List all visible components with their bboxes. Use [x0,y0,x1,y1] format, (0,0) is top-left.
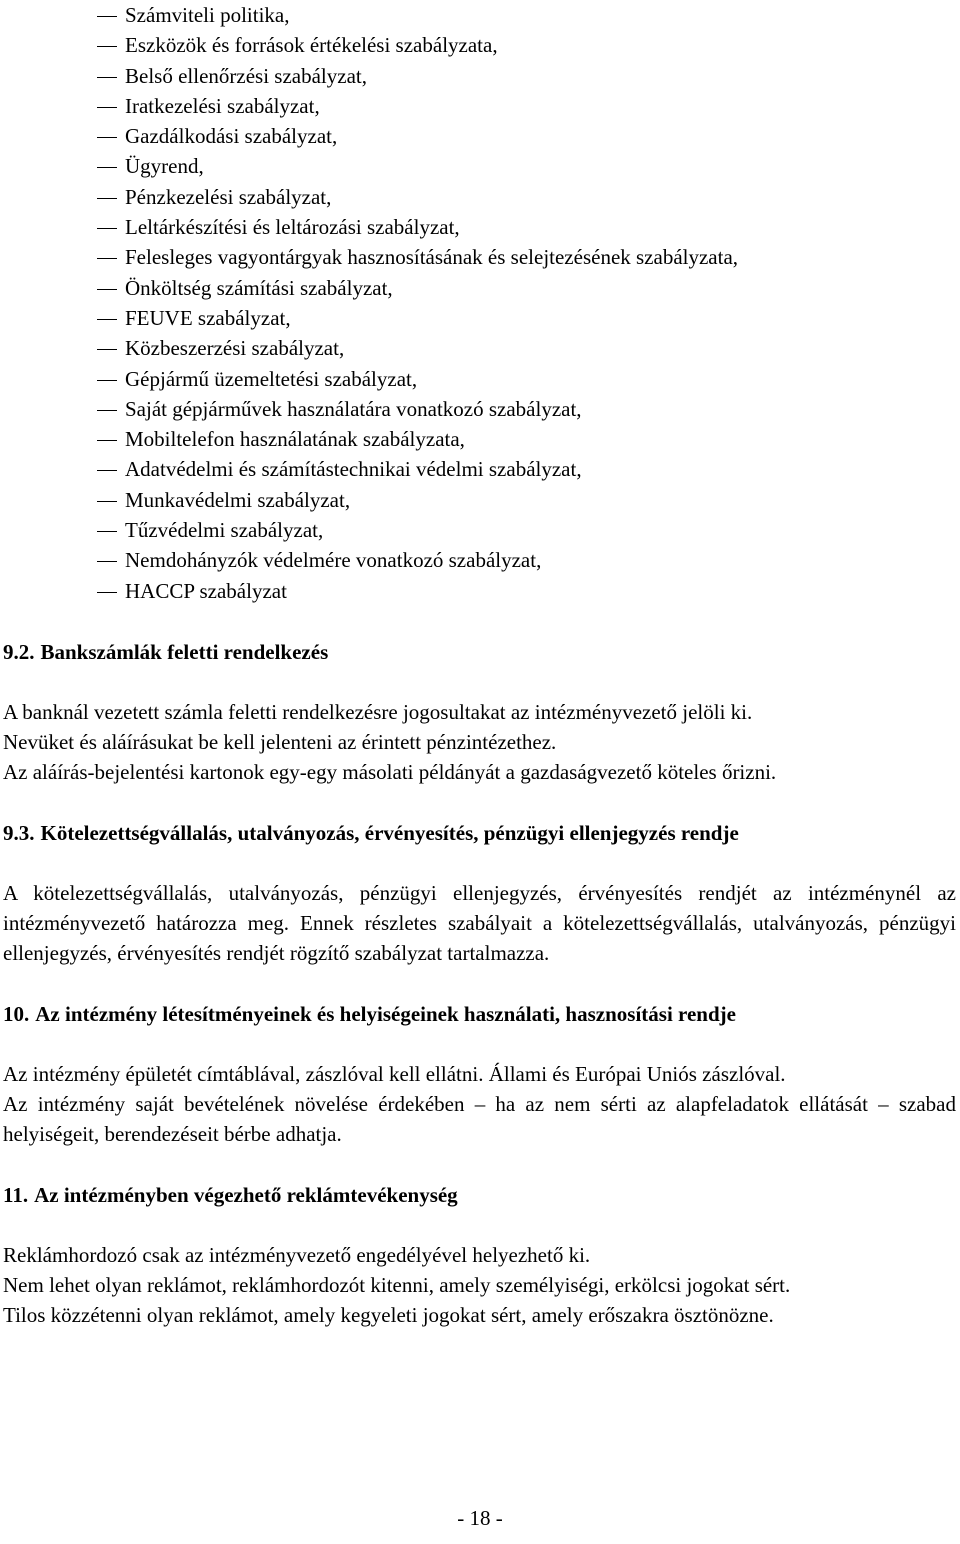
dash-bullet-icon [97,440,117,441]
dash-bullet-icon [97,501,117,502]
list-item: Eszközök és források értékelési szabályzata, [3,30,956,60]
dash-bullet-icon [97,137,117,138]
list-item: Adatvédelmi és számítástechnikai védelmi szabályzat, [3,454,956,484]
dash-bullet-icon [97,380,117,381]
list-item: Gépjármű üzemeltetési szabályzat, [3,364,956,394]
paragraph: A banknál vezetett számla feletti rendelkezésre jogosultakat az intézményvezető jelöli ki. [3,699,753,724]
list-item: FEUVE szabályzat, [3,303,956,333]
paragraph: Az intézmény saját bevételének növelése érdekében – ha az nem sérti az alapfeladatok ellátását – szabad helyiségeit, berendezéseit bérbe adhatja. [3,1091,956,1146]
regulation-list [3,0,956,606]
list-item: HACCP szabályzat [3,576,956,606]
dash-bullet-icon [97,592,117,593]
section-11-body [3,1240,956,1330]
dash-bullet-icon [97,349,117,350]
dash-bullet-icon [97,410,117,411]
dash-bullet-icon [97,167,117,168]
list-item: Leltárkészítési és leltározási szabályzat, [3,212,956,242]
paragraph: A kötelezettségvállalás, utalványozás, pénzügyi ellenjegyzés, érvényesítés rendjét az intézménynél az intézményvezető határozza meg. Ennek részletes szabályait a kötelezettségvállalás, utalványozás, pénzügyi ellenjegyzés, érvényesítés rendjét rögzítő szabályzat tartalmazza. [3,880,956,965]
dash-bullet-icon [97,561,117,562]
paragraph: Nevüket és aláírásukat be kell jelenteni az érintett pénzintézethez. [3,729,557,754]
dash-bullet-icon [97,77,117,78]
list-item: Munkavédelmi szabályzat, [3,485,956,515]
page-number: - 18 - [457,1506,503,1530]
dash-bullet-icon [97,46,117,47]
list-item: Felesleges vagyontárgyak hasznosításának és selejtezésének szabályzata, [3,242,956,272]
dash-bullet-icon [97,198,117,199]
list-item: Számviteli politika, [3,0,956,30]
dash-bullet-icon [97,16,117,17]
section-10-heading: 10. Az intézmény létesítményeinek és helyiségeinek használati, hasznosítási rendje [3,1001,736,1026]
paragraph: Tilos közzétenni olyan reklámot, amely kegyeleti jogokat sért, amely erőszakra ösztönözne. [3,1302,774,1327]
paragraph: Nem lehet olyan reklámot, reklámhordozót kitenni, amely személyiségi, erkölcsi jogokat sért. [3,1272,791,1297]
paragraph: Az aláírás-bejelentési kartonok egy-egy másolati példányát a gazdaságvezető köteles őrizni. [3,759,777,784]
list-item: Ügyrend, [3,151,956,181]
section-9-3-heading: 9.3. Kötelezettségvállalás, utalványozás, érvényesítés, pénzügyi ellenjegyzés rendje [3,820,739,845]
section-9-2-heading: 9.2. Bankszámlák feletti rendelkezés [3,639,329,664]
dash-bullet-icon [97,289,117,290]
paragraph: Reklámhordozó csak az intézményvezető engedélyével helyezhető ki. [3,1242,591,1267]
dash-bullet-icon [97,258,117,259]
dash-bullet-icon [97,319,117,320]
section-11-heading: 11. Az intézményben végezhető reklámtevékenység [3,1182,458,1207]
list-item: Gazdálkodási szabályzat, [3,121,956,151]
list-item: Belső ellenőrzési szabályzat, [3,61,956,91]
dash-bullet-icon [97,107,117,108]
list-item: Tűzvédelmi szabályzat, [3,515,956,545]
dash-bullet-icon [97,531,117,532]
dash-bullet-icon [97,470,117,471]
section-9-3-body [3,878,956,968]
list-item: Önköltség számítási szabályzat, [3,273,956,303]
list-item: Pénzkezelési szabályzat, [3,182,956,212]
section-10-body [3,1059,956,1149]
section-9-2-body [3,697,956,787]
list-item: Mobiltelefon használatának szabályzata, [3,424,956,454]
dash-bullet-icon [97,228,117,229]
list-item: Saját gépjárművek használatára vonatkozó szabályzat, [3,394,956,424]
list-item: Közbeszerzési szabályzat, [3,333,956,363]
list-item: Nemdohányzók védelmére vonatkozó szabályzat, [3,545,956,575]
list-item: Iratkezelési szabályzat, [3,91,956,121]
paragraph: Az intézmény épületét címtáblával, zászlóval kell ellátni. Állami és Európai Uniós zászlóval. [3,1061,786,1086]
